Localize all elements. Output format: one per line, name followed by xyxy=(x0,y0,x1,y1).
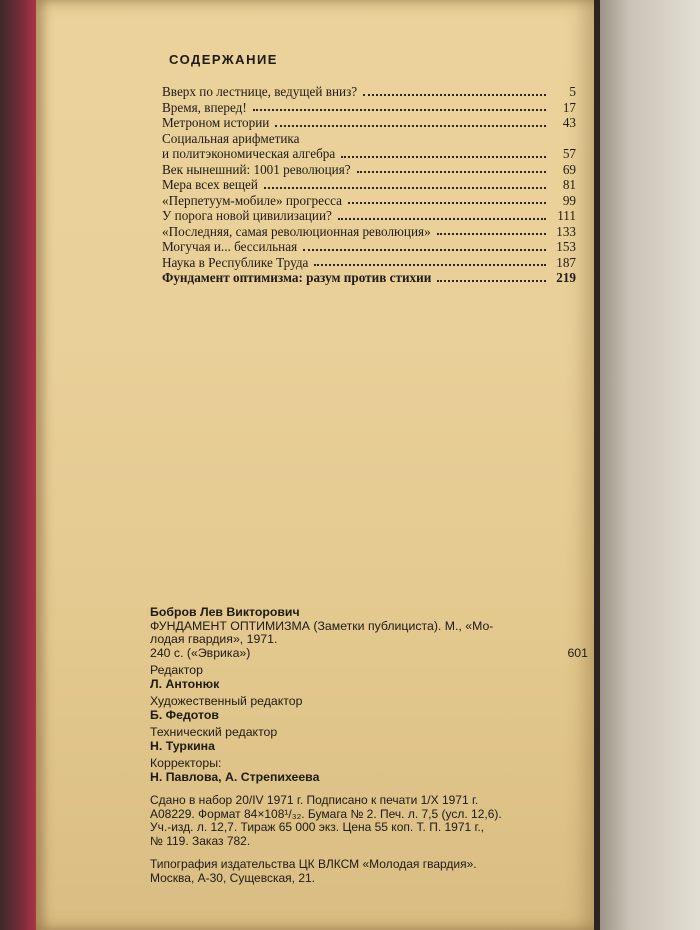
toc-entry-title: Время, вперед! xyxy=(162,99,247,115)
toc-leader-dots xyxy=(341,156,546,158)
typography-line-1: Типография издательства ЦК ВЛКСМ «Молодая гвардия». xyxy=(150,857,477,871)
toc-entry xyxy=(162,131,576,162)
print-line-4: № 119. Заказ 782. xyxy=(150,833,251,848)
toc-entry-page: 99 xyxy=(562,192,576,208)
toc-entry-title: У порога новой цивилизации? xyxy=(162,208,332,223)
imprint-block xyxy=(150,606,588,885)
toc-leader-dots xyxy=(275,125,546,127)
imprint-title-line-1: ФУНДАМЕНТ ОПТИМИЗМА (Заметки публициста). М., «Мо- xyxy=(150,618,494,633)
toc-leader-dots xyxy=(348,202,546,204)
tech-editor-name: Н. Туркина xyxy=(150,738,215,753)
toc-entry-title: «Перпетуум-мобиле» прогресса xyxy=(162,192,342,208)
toc-entry-page: 17 xyxy=(562,99,576,115)
toc-leader-dots xyxy=(363,94,546,96)
toc-entry-title: Мера всех вещей xyxy=(162,177,258,192)
toc-entry-title: Фундамент оптимизма: разум против стихии xyxy=(162,270,432,285)
toc-entry xyxy=(162,193,576,209)
toc-entry xyxy=(162,224,576,240)
print-details xyxy=(150,794,588,848)
toc-entry-page: 43 xyxy=(562,115,576,130)
toc-entry xyxy=(162,255,576,271)
imprint-author: Бобров Лев Викторович xyxy=(150,605,300,619)
toc-entry-page: 153 xyxy=(556,239,576,254)
toc-entry-title: Социальная арифметика и политэкономическая алгебра xyxy=(162,130,336,161)
toc-entry xyxy=(162,162,576,178)
toc-leader-dots xyxy=(357,171,546,173)
toc-entry-page: 81 xyxy=(562,177,576,192)
toc-entry-title: Век нынешний: 1001 революция? xyxy=(162,161,351,177)
imprint-pages-line xyxy=(150,647,588,661)
toc-entry-page: 111 xyxy=(557,208,576,223)
toc-entry xyxy=(162,115,576,131)
correctors-label: Корректоры: xyxy=(150,756,222,770)
print-line-3: Уч.-изд. л. 12,7. Тираж 65 000 экз. Цена 55 коп. Т. П. 1971 г., xyxy=(150,820,485,834)
toc-heading: СОДЕРЖАНИЕ xyxy=(169,52,278,67)
typography-line-2: Москва, А-30, Сущевская, 21. xyxy=(150,870,316,885)
tech-editor-label: Технический редактор xyxy=(150,725,278,739)
book-cover-edge xyxy=(0,0,40,930)
toc-list xyxy=(162,84,576,286)
toc-entry-title: Вверх по лестнице, ведущей вниз? xyxy=(162,84,358,99)
toc-entry-title: Наука в Республике Труда xyxy=(162,254,309,270)
toc-entry xyxy=(162,239,576,255)
art-editor-name: Б. Федотов xyxy=(150,707,219,722)
correctors-names: Н. Павлова, А. Стрепихеева xyxy=(150,769,320,784)
print-line-2: А08229. Формат 84×108¹/₃₂. Бумага № 2. Печ. л. 7,5 (усл. 12,6). xyxy=(150,806,502,821)
toc-entry-page: 187 xyxy=(556,254,576,270)
editor-label: Редактор xyxy=(150,663,203,677)
toc-entry xyxy=(162,177,576,193)
toc-entry-page: 57 xyxy=(562,146,576,161)
imprint-pages-series: 240 с. («Эврика») xyxy=(150,645,251,660)
toc-leader-dots xyxy=(338,218,546,220)
toc-entry xyxy=(162,84,576,100)
toc-entry-page: 5 xyxy=(569,84,576,99)
art-editor-label: Художественный редактор xyxy=(150,694,303,708)
toc-leader-dots xyxy=(253,109,546,111)
toc-leader-dots xyxy=(437,280,546,282)
toc-entry xyxy=(162,270,576,286)
toc-entry xyxy=(162,100,576,116)
toc-entry-title: Метроном истории xyxy=(162,115,270,130)
toc-entry-title: «Последняя, самая революционная революция» xyxy=(162,223,431,239)
background-right xyxy=(600,0,700,930)
toc-entry xyxy=(162,208,576,224)
editor-name: Л. Антонюк xyxy=(150,676,220,691)
toc-leader-dots xyxy=(264,187,546,189)
toc-leader-dots xyxy=(303,249,546,251)
toc-leader-dots xyxy=(437,233,546,235)
toc-leader-dots xyxy=(314,264,546,266)
print-line-1: Сдано в набор 20/IV 1971 г. Подписано к печати 1/X 1971 г. xyxy=(150,793,479,807)
toc-entry-page: 133 xyxy=(556,223,576,239)
typography-details xyxy=(150,858,588,885)
imprint-title-line-2: лодая гвардия», 1971. xyxy=(150,632,278,646)
imprint-code: 601 xyxy=(567,645,588,660)
toc-entry-page: 219 xyxy=(556,270,576,285)
toc-entry-title: Могучая и... бессильная xyxy=(162,239,298,254)
toc-entry-page: 69 xyxy=(562,161,576,177)
